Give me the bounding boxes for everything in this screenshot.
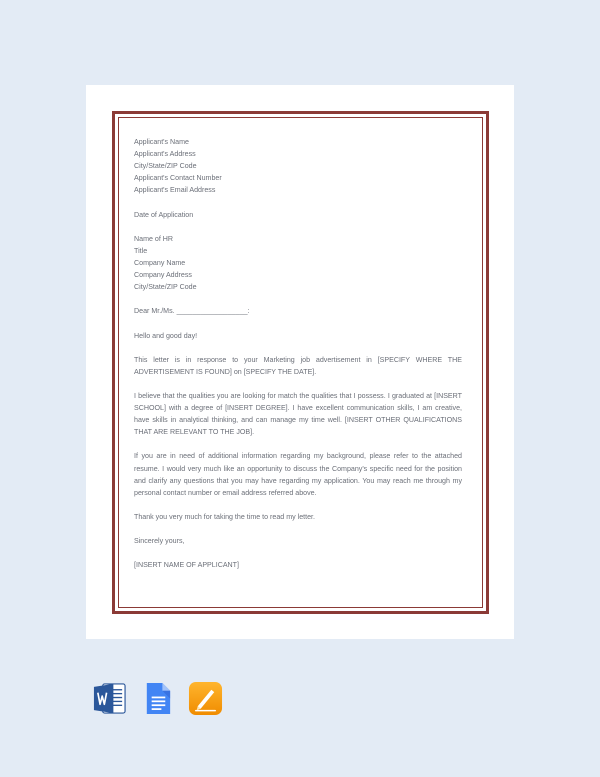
hr-title: Title <box>134 246 148 255</box>
application-date: Date of Application <box>134 210 194 219</box>
letter-body <box>134 136 462 583</box>
closing: Sincerely yours, <box>134 537 185 546</box>
salutation: Dear Mr./Ms. __________________: <box>134 307 250 316</box>
paragraph-qualifications: I believe that the qualities you are looking for match the qualities that I possess. I graduated at [INSERT SCHOOL] with a degree of [INSERT DEGREE]. I have excellent communication skills, I am creative, have skills in analytical thinking, and can manage my time well. [INSERT OTHER QUALIFICATIONS THAT ARE RELEVANT TO THE JOB]. <box>134 391 462 437</box>
document-page <box>86 85 514 639</box>
applicant-city: City/State/ZIP Code <box>134 162 197 171</box>
applicant-name: Applicant's Name <box>134 138 189 146</box>
signature: [INSERT NAME OF APPLICANT] <box>134 561 239 570</box>
paragraph-thanks: Thank you very much for taking the time to read my letter. <box>134 512 315 521</box>
greeting-block <box>134 330 462 342</box>
paragraph-intro: This letter is in response to your Marketing job advertisement in [SPECIFY WHERE THE ADVERTISEMENT IS FOUND] on [SPECIFY THE DATE]. <box>134 355 462 376</box>
hr-name: Name of HR <box>134 234 174 243</box>
company-city: City/State/ZIP Code <box>134 283 197 292</box>
page-border-outer <box>112 111 489 614</box>
applicant-email: Applicant's Email Address <box>134 186 216 195</box>
paragraph-contact: If you are in need of additional information regarding my background, please refer to the attached resume. I would very much like an opportunity to discuss the Company's specific need for the position and clarify any questions that you may have regarding my application. You may reach me through my personal contact number or email address referred above. <box>134 452 462 497</box>
date-block <box>134 209 462 221</box>
applicant-block <box>134 136 462 196</box>
word-icon[interactable] <box>92 681 127 716</box>
company-address: Company Address <box>134 271 192 280</box>
pages-icon[interactable] <box>188 681 223 716</box>
company-name: Company Name <box>134 258 186 267</box>
applicant-contact: Applicant's Contact Number <box>134 174 222 183</box>
company-block <box>134 233 462 293</box>
salutation-block <box>134 305 462 317</box>
applicant-address: Applicant's Address <box>134 150 196 159</box>
closing-block <box>134 535 462 547</box>
google-docs-icon[interactable] <box>140 681 175 716</box>
signature-block <box>134 559 462 571</box>
greeting: Hello and good day! <box>134 331 198 340</box>
